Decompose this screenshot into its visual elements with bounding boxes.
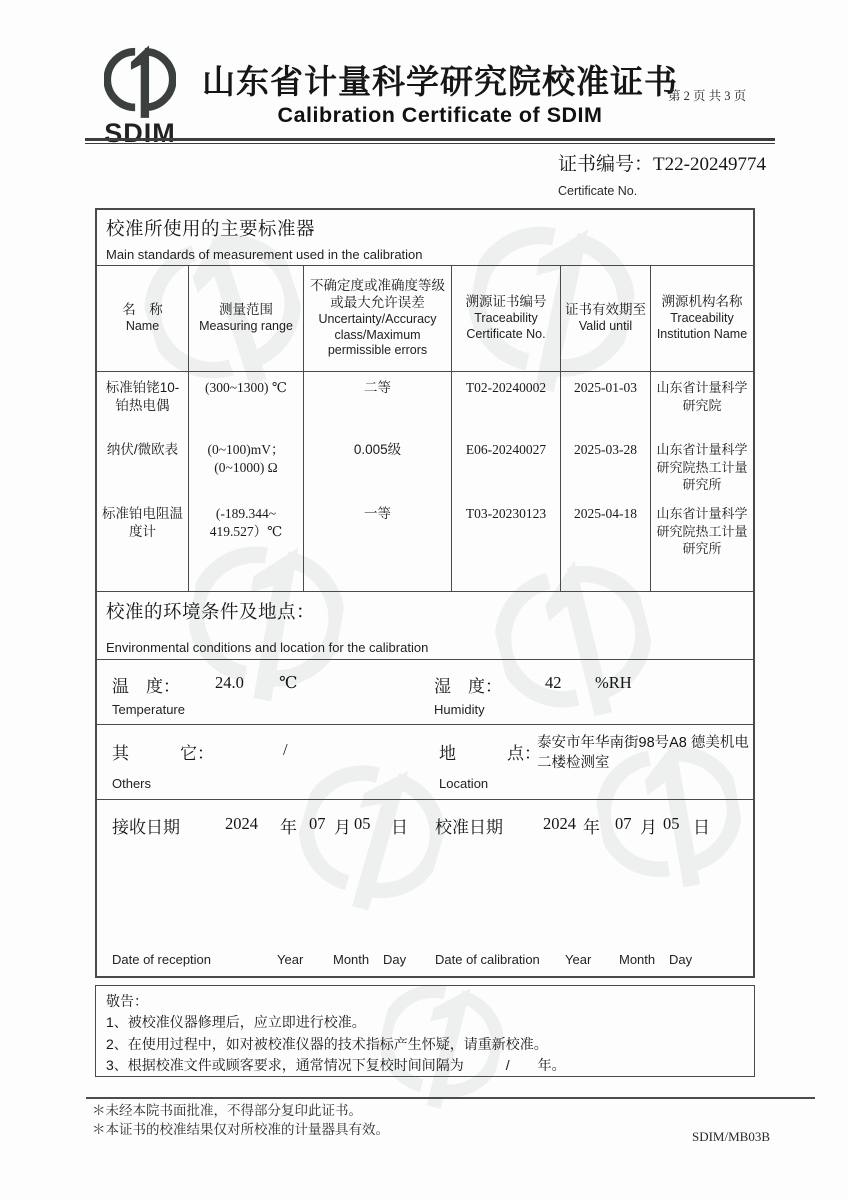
column-header-valid-until xyxy=(561,266,651,371)
table-cell: T03-20230123 xyxy=(452,498,561,584)
sdim-logo-text: SDIM xyxy=(104,118,176,148)
column-header-en: Traceability Institution Name xyxy=(656,311,748,341)
calibration-month-cn: 月 xyxy=(640,818,657,837)
calibration-day-cn: 日 xyxy=(693,818,710,837)
table-cell: 2025-03-28 xyxy=(561,434,651,498)
table-cell: E06-20240027 xyxy=(452,434,561,498)
table-cell: 标准铂电阻温度计 xyxy=(97,498,189,584)
location-label-cn: 地 点： xyxy=(439,744,541,763)
humidity-label-en: Humidity xyxy=(434,702,485,717)
temperature-value: 24.0 xyxy=(215,673,244,692)
table-cell: (300~1300) ℃ xyxy=(189,372,304,434)
calibration-month-en: Month xyxy=(619,952,656,967)
notice-item: 2、在使用过程中，如对被校准仪器的技术指标产生怀疑，请重新校准。 xyxy=(106,1035,548,1052)
reception-month-en: Month xyxy=(333,952,370,967)
table-cell-empty xyxy=(651,584,753,591)
table-cell: 山东省计量科学研究院热工计量研究所 xyxy=(656,442,748,493)
standards-table-body xyxy=(97,372,753,592)
standards-table-title-cn: 校准所使用的主要标准器 xyxy=(106,218,316,239)
certificate-number-block xyxy=(558,149,766,198)
reception-month-value: 07 xyxy=(309,814,326,833)
column-header-cn: 溯源证书编号 xyxy=(465,294,547,310)
temperature-label-cn: 温 度： xyxy=(112,677,180,696)
reception-date-label-en: Date of reception xyxy=(112,952,212,967)
calibration-date-label-en: Date of calibration xyxy=(435,952,540,967)
reception-date-label-cn: 接收日期 xyxy=(112,818,180,837)
table-cell: T02-20240002 xyxy=(452,372,561,434)
humidity-value: 42 xyxy=(545,673,562,692)
table-cell: 山东省计量科学研究院 xyxy=(656,380,748,413)
environment-row-others-location xyxy=(97,725,753,800)
calibration-year-value: 2024 xyxy=(543,814,576,833)
dates-row xyxy=(97,800,753,976)
others-label-cn: 其 它： xyxy=(112,744,214,763)
temperature-unit: ℃ xyxy=(279,673,298,692)
column-header-uncertainty xyxy=(304,266,452,371)
column-header-en: Traceability Certificate No. xyxy=(466,311,546,341)
calibration-day-value: 05 xyxy=(663,814,680,833)
reception-day-en: Day xyxy=(383,952,407,967)
table-cell-empty xyxy=(561,584,651,591)
sdim-logo-icon xyxy=(104,44,176,122)
column-header-en: Valid until xyxy=(578,319,633,334)
reception-day-value: 05 xyxy=(354,814,371,833)
table-cell: 一等 xyxy=(304,498,452,584)
form-number: SDIM/MB03B xyxy=(691,1129,770,1144)
table-cell: 纳伏/微欧表 xyxy=(97,434,189,498)
calibration-month-value: 07 xyxy=(615,814,632,833)
column-header-traceability-no xyxy=(452,266,561,371)
table-cell: 2025-01-03 xyxy=(561,372,651,434)
certificate-number-value: T22-20249774 xyxy=(653,154,766,175)
reception-year-value: 2024 xyxy=(225,814,258,833)
others-label-en: Others xyxy=(112,776,152,791)
column-header-institution xyxy=(651,266,753,371)
table-cell: (0~100)mV；(0~1000) Ω xyxy=(189,434,304,498)
footer-note: ＊未经本院书面批准，不得部分复印此证书。 xyxy=(92,1103,362,1118)
table-cell: (-189.344~ 419.527）℃ xyxy=(189,498,304,584)
temperature-label-en: Temperature xyxy=(112,702,185,717)
header-divider xyxy=(85,138,775,144)
column-header-en: Name xyxy=(125,319,160,334)
table-cell: 二等 xyxy=(304,372,452,434)
environment-section-title xyxy=(97,592,753,660)
certificate-title-en: Calibration Certificate of SDIM xyxy=(277,103,603,127)
table-cell: 2025-04-18 xyxy=(561,498,651,584)
table-cell-empty xyxy=(304,584,452,591)
certificate-title-cn: 山东省计量科学研究院校准证书 xyxy=(202,65,678,101)
calibration-date-label-cn: 校准日期 xyxy=(435,818,503,837)
table-cell-empty xyxy=(452,584,561,591)
column-header-en: Uncertainty/Accuracy class/Maximum permissible errors xyxy=(318,311,437,358)
standards-table xyxy=(95,208,755,978)
standards-table-title xyxy=(97,210,753,266)
environment-title-cn: 校准的环境条件及地点： xyxy=(106,601,316,622)
location-label-en: Location xyxy=(439,776,489,791)
table-cell: 0.005级 xyxy=(304,434,452,498)
page-number: 第 2 页 共 3 页 xyxy=(668,89,747,103)
environment-row-temperature-humidity xyxy=(97,660,753,725)
others-value: / xyxy=(283,740,288,759)
footer-note: ＊本证书的校准结果仅对所校准的计量器具有效。 xyxy=(92,1121,389,1137)
environment-title-en: Environmental conditions and location for the calibration xyxy=(106,640,429,655)
column-header-range xyxy=(189,266,304,371)
certificate-number-caption: Certificate No. xyxy=(558,184,638,198)
column-header-cn: 溯源机构名称 xyxy=(661,294,743,310)
certificate-number-line xyxy=(558,149,766,176)
calibration-day-en: Day xyxy=(669,952,693,967)
notice-box xyxy=(95,985,755,1077)
column-header-cn: 证书有效期至 xyxy=(565,302,646,318)
footer-divider xyxy=(86,1097,815,1099)
standards-table-header-row xyxy=(97,266,753,372)
notice-item: 1、被校准仪器修理后，应立即进行校准。 xyxy=(106,1014,366,1031)
column-header-cn: 测量范围 xyxy=(219,302,273,318)
standards-table-title-en: Main standards of measurement used in the calibration xyxy=(106,247,423,262)
location-value: 泰安市年华南街98号A8 德美机电二楼检测室 xyxy=(537,735,749,771)
notice-item: 3、根据校准文件或顾客要求，通常情况下复校时间间隔为 / 年。 xyxy=(106,1057,566,1074)
table-cell: 标准铂铑10-铂热电偶 xyxy=(97,372,189,434)
table-cell: 山东省计量科学研究院热工计量研究所 xyxy=(656,506,748,557)
reception-month-cn: 月 xyxy=(334,818,351,837)
footer-notes xyxy=(92,1102,389,1140)
calibration-year-en: Year xyxy=(565,952,592,967)
humidity-label-cn: 湿 度： xyxy=(434,677,502,696)
table-cell-empty xyxy=(97,584,189,591)
column-header-name xyxy=(97,266,189,371)
sdim-logo xyxy=(88,44,192,149)
column-header-en: Measuring range xyxy=(199,319,293,334)
column-header-cn: 不确定度或准确度等级或最大允许误差 xyxy=(310,278,445,311)
humidity-unit: %RH xyxy=(595,673,632,692)
column-header-cn: 名 称 xyxy=(122,302,163,318)
notice-title: 敬告： xyxy=(106,993,148,1009)
reception-day-cn: 日 xyxy=(391,818,408,837)
calibration-year-cn: 年 xyxy=(583,818,600,837)
reception-year-cn: 年 xyxy=(280,818,297,837)
reception-year-en: Year xyxy=(277,952,304,967)
table-cell-empty xyxy=(189,584,304,591)
certificate-number-label: 证书编号： xyxy=(558,154,654,175)
